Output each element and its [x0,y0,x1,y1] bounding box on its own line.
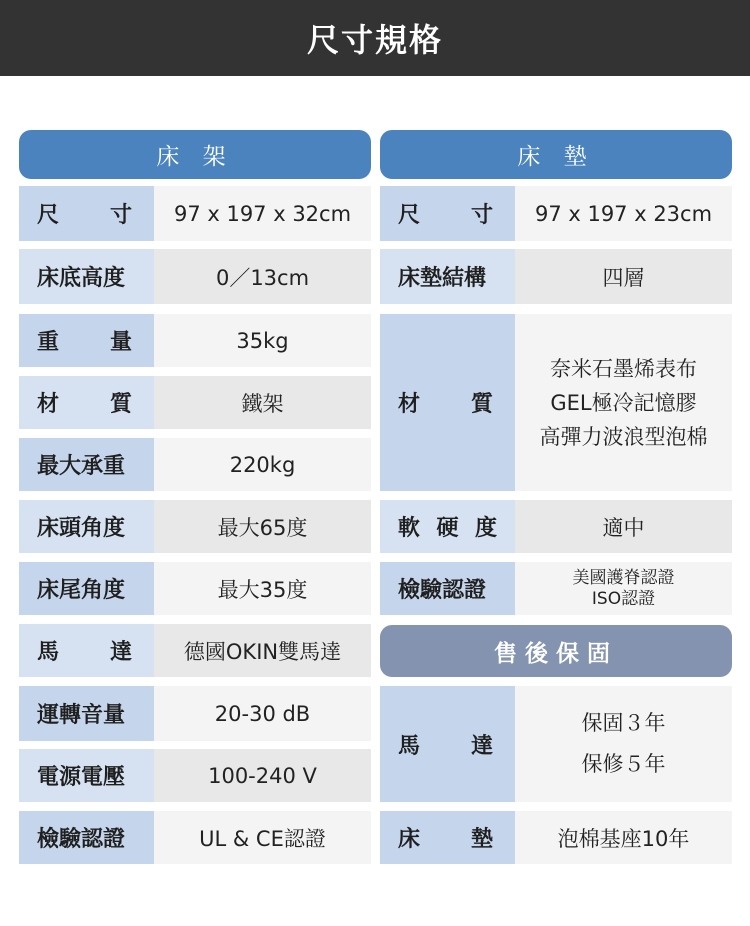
spec-value: 0／13cm [154,249,371,304]
warranty-line: 保修５年 [581,752,666,776]
material-line: 高彈力波浪型泡棉 [539,424,708,449]
spec-label: 尺 寸 [19,186,154,241]
spec-label: 檢驗認證 [380,562,515,615]
spec-row-material [380,314,732,491]
spec-row-base-height [19,249,371,304]
spec-label: 電源電壓 [19,749,154,802]
title-banner [0,0,750,76]
spec-label: 重 量 [19,314,154,367]
spec-row-voltage [19,749,371,802]
spec-row-firmness [380,500,732,553]
spec-label: 檢驗認證 [19,811,154,864]
material-line: 奈米石墨烯表布 [550,356,697,381]
spec-label: 床墊結構 [380,249,515,304]
spec-value: 97 x 197 x 32cm [154,186,371,241]
warranty-row-motor [380,686,732,802]
spec-label: 尺 寸 [380,186,515,241]
spec-value: 適中 [515,500,732,553]
spec-row-certification [380,562,732,615]
spec-row-head-angle [19,500,371,553]
spec-row-motor [19,624,371,677]
page-title: 尺寸規格 [306,21,443,59]
spec-value: 35kg [154,314,371,367]
spec-row-foot-angle [19,562,371,615]
spec-value: 最大65度 [154,500,371,553]
spec-row-size [380,186,732,241]
spec-value [515,686,732,802]
bed-frame-header: 床 架 [19,130,371,179]
spec-row-size [19,186,371,241]
spec-label: 馬 達 [380,686,515,802]
spec-value: 泡棉基座10年 [515,811,732,864]
spec-label: 軟 硬 度 [380,500,515,553]
spec-label: 床 墊 [380,811,515,864]
spec-label: 床頭角度 [19,500,154,553]
spec-row-weight [19,314,371,367]
material-line: GEL極冷記憶膠 [550,390,697,415]
cert-line: ISO認證 [591,588,656,609]
spec-value: 100-240 V [154,749,371,802]
spec-value: 四層 [515,249,732,304]
spec-row-max-load [19,438,371,491]
spec-value: 鐵架 [154,376,371,429]
spec-row-noise [19,686,371,741]
spec-label: 材 質 [19,376,154,429]
spec-label: 材 質 [380,314,515,491]
spec-label: 運轉音量 [19,686,154,741]
spec-row-certification [19,811,371,864]
spec-value: 德國OKIN雙馬達 [154,624,371,677]
spec-row-structure [380,249,732,304]
spec-value: 97 x 197 x 23cm [515,186,732,241]
spec-label: 床底高度 [19,249,154,304]
warranty-row-mattress [380,811,732,864]
mattress-header: 床 墊 [380,130,732,179]
spec-value: 220kg [154,438,371,491]
spec-value: 最大35度 [154,562,371,615]
spec-value: 20-30 dB [154,686,371,741]
cert-line: 美國護脊認證 [572,567,675,588]
spec-label: 馬 達 [19,624,154,677]
spec-value: UL & CE認證 [154,811,371,864]
warranty-line: 保固３年 [581,711,666,735]
warranty-header: 售後保固 [380,625,732,677]
spec-row-material [19,376,371,429]
spec-label: 床尾角度 [19,562,154,615]
spec-label: 最大承重 [19,438,154,491]
spec-value [515,314,732,491]
spec-value [515,562,732,615]
